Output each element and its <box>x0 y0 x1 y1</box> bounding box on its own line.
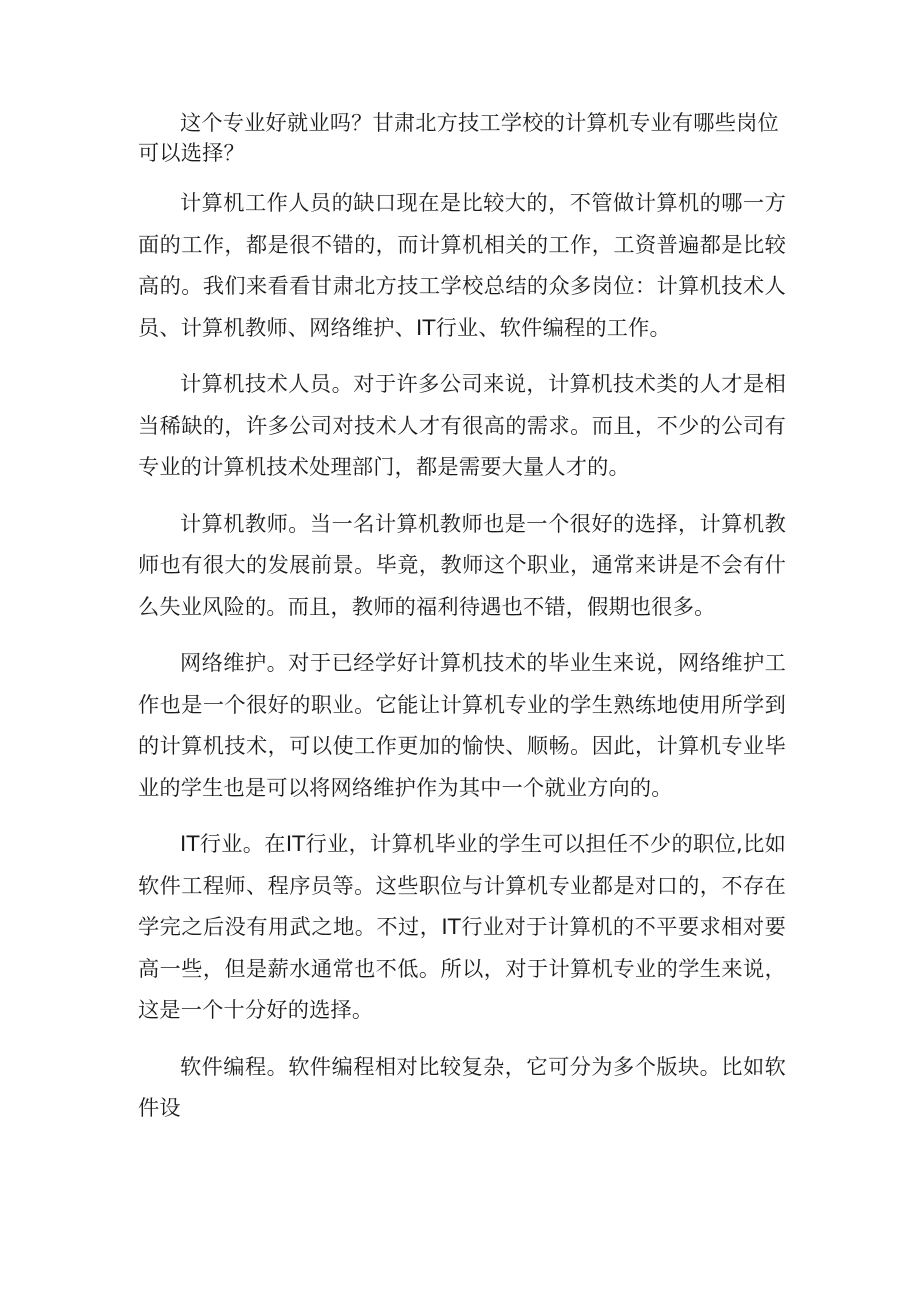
paragraph-network-maintenance: 网络维护。对于已经学好计算机技术的毕业生来说，网络维护工作也是一个很好的职业。它能让计算机专业的学生熟练地使用所学到的计算机技术，可以使工作更加的愉快、顺畅。因此，计算机专业毕业的学生也是可以将网络维护作为其中一个就业方向的。 <box>138 650 786 800</box>
document-title: 这个专业好就业吗？甘肃北方技工学校的计算机专业有哪些岗位可以选择？ <box>138 110 779 165</box>
paragraph-technician: 计算机技术人员。对于许多公司来说，计算机技术类的人才是相当稀缺的，许多公司对技术人才有很高的需求。而且，不少的公司有专业的计算机技术处理部门，都是需要大量人才的。 <box>138 371 786 479</box>
paragraph-software-programming: 软件编程。软件编程相对比较复杂，它可分为多个版块。比如软件设 <box>138 1053 786 1120</box>
paragraph-it-industry: IT行业。在IT行业，计算机毕业的学生可以担任不少的职位,比如软件工程师、程序员等。这些职位与计算机专业都是对口的，不存在学完之后没有用武之地。不过，IT行业对于计算机的不平要求相对要高一些，但是薪水通常也不低。所以，对于计算机专业的学生来说，这是一个十分好的选择。 <box>138 831 786 1022</box>
paragraph-teacher: 计算机教师。当一名计算机教师也是一个很好的选择，计算机教师也有很大的发展前景。毕竟，教师这个职业，通常来讲是不会有什么失业风险的。而且，教师的福利待遇也不错，假期也很多。 <box>138 510 786 619</box>
document-body <box>138 108 786 1144</box>
paragraph-intro: 计算机工作人员的缺口现在是比较大的，不管做计算机的哪一方面的工作，都是很不错的，而计算机相关的工作，工资普遍都是比较高的。我们来看看甘肃北方技工学校总结的众多岗位：计算机技术人员、计算机教师、网络维护、IT行业、软件编程的工作。 <box>138 190 786 340</box>
